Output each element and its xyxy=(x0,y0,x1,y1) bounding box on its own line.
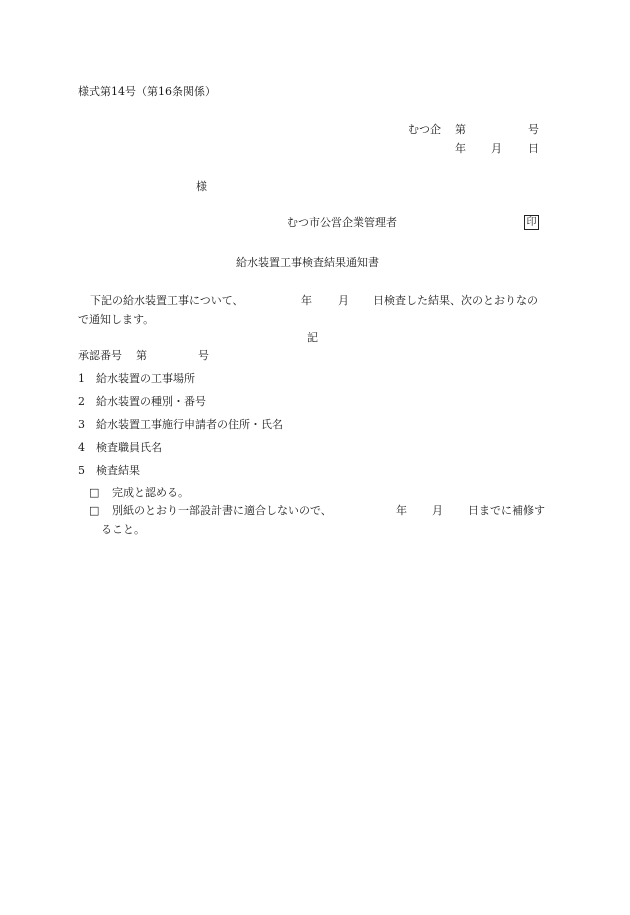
approval-dai: 第 xyxy=(136,349,147,362)
result-option2-text: 別紙のとおり一部設計書に適合しないので、 xyxy=(112,504,332,517)
item-4: 4 検査職員氏名 xyxy=(78,441,162,454)
form-label: 様式第14号（第16条関係） xyxy=(78,85,216,98)
result-option2-text-cont: ること。 xyxy=(101,523,145,536)
item-3: 3 給水装置工事施行申請者の住所・氏名 xyxy=(78,418,283,431)
result-option1-text: 完成と認める。 xyxy=(112,486,189,499)
item-1: 1 給水装置の工事場所 xyxy=(78,372,195,385)
approval-go: 号 xyxy=(198,349,209,362)
body-line2: で通知します。 xyxy=(78,313,155,326)
document-title: 給水装置工事検査結果通知書 xyxy=(236,256,379,269)
item-5: 5 検査結果 xyxy=(78,464,140,477)
date-year: 年 xyxy=(455,142,466,155)
body-line1-start: 下記の給水装置工事について、 xyxy=(90,294,244,307)
result-option2-month: 月 xyxy=(432,504,443,517)
doc-number-go: 号 xyxy=(528,123,539,136)
body-month: 月 xyxy=(338,294,349,307)
result-option2-checkbox: □ xyxy=(89,504,100,517)
result-option1-checkbox: □ xyxy=(89,486,100,499)
issuer-name: むつ市公営企業管理者 xyxy=(287,216,397,229)
doc-number-prefix: むつ企 xyxy=(408,123,441,136)
result-option2-year: 年 xyxy=(396,504,407,517)
addressee-honorific: 様 xyxy=(196,180,207,193)
doc-number-dai: 第 xyxy=(455,123,466,136)
body-line1-end: 日検査した結果、次のとおりなの xyxy=(373,294,538,307)
body-year: 年 xyxy=(301,294,312,307)
date-day: 日 xyxy=(528,142,539,155)
ki-marker: 記 xyxy=(307,331,318,344)
approval-label: 承認番号 xyxy=(78,349,122,362)
date-month: 月 xyxy=(491,142,502,155)
issuer-seal xyxy=(524,215,539,230)
seal-mark: 印 xyxy=(524,215,539,230)
result-option2-text-end: 日までに補修す xyxy=(468,504,545,517)
item-2: 2 給水装置の種別・番号 xyxy=(78,395,206,408)
